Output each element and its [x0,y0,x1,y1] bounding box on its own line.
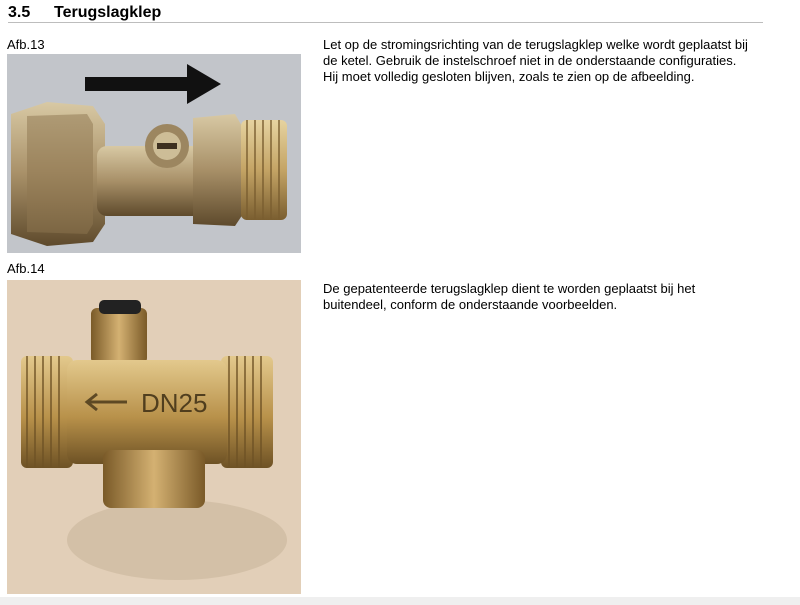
figure-13-photo [7,54,301,253]
text-line: De gepatenteerde terugslagklep dient te worden geplaatst bij het [323,281,696,296]
text-line: buitendeel, conform de onderstaande voorbeelden. [323,297,618,312]
figure-14-text [323,281,763,313]
figure-13-caption: Afb.13 [7,37,45,52]
page-footer-strip [0,597,800,605]
text-line: Let op de stromingsrichting van de terugslagklep welke wordt geplaatst bij [323,37,748,52]
dn-marking: DN25 [141,388,208,418]
section-title: Terugslagklep [54,4,162,21]
text-line: de ketel. Gebruik de instelschroef niet in de onderstaande configuraties. [323,53,737,68]
figure-13-text [323,37,763,85]
section-header [8,2,763,23]
figure-14-caption: Afb.14 [7,261,45,276]
figure-14-photo [7,280,301,594]
text-line: Hij moet volledig gesloten blijven, zoals te zien op de afbeelding. [323,69,695,84]
section-number: 3.5 [8,4,31,21]
